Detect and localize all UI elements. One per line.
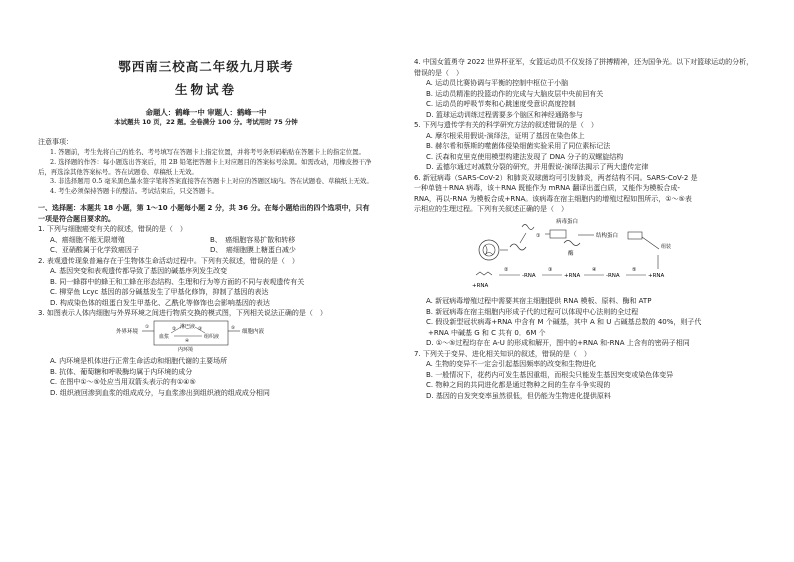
question-stem-line: RNA，再以-RNA 为模板合成+RNA。该病毒在宿主细胞内的增殖过程如图所示，①～⑤表 <box>414 194 692 203</box>
option: D. 篮球运动训练过程需要多个脑区和神经通路参与 <box>426 110 583 119</box>
exam-title: 鄂西南三校高二年级九月联考 <box>118 59 294 74</box>
mark: ② <box>504 266 509 273</box>
note-item: 4. 考生必须保持答题卡的整洁。考试结束后，只交答题卡。 <box>50 187 218 196</box>
option: D. 组织液回渗到血浆的组成成分，与血浆渗出到组织液的组成成分相同 <box>50 388 270 397</box>
option-continued: +RNA 中碱基 G 和 C 共有 0．6M 个 <box>428 328 546 337</box>
question-stem: 3. 如图表示人体内细胞与外界环境之间进行物质交换的模式图，下列相关说法正确的是（ ） <box>38 309 327 318</box>
option: A、癌细胞不能无限增殖 <box>50 235 125 244</box>
label-internal: 内环境 <box>178 346 194 353</box>
mark: ① <box>145 324 150 330</box>
option: C. 物种之间的共同进化都是通过物种之间的生存斗争实现的 <box>426 381 611 390</box>
label-enzyme: 酶 <box>568 250 574 257</box>
option: B. 同一蜂群中的蜂王和工蜂在形态结构、生理和行为等方面的不同与表观遗传有关 <box>50 277 305 286</box>
question-stem: 2. 表观遗传现象普遍存在于生物体生命活动过程中。下列有关叙述，错误的是（ ） <box>38 256 299 265</box>
mark: ⑤ <box>632 266 637 273</box>
option: A. 内环境是机体进行正常生命活动和细胞代谢的主要场所 <box>50 357 228 366</box>
mark: ① <box>536 232 541 239</box>
question-stem-line: 6. 新冠病毒（SARS-CoV-2）和肺炎双球菌均可引发肺炎，两者结构不同。SARS-CoV-2 是 <box>414 173 698 182</box>
option: D. 构成染色体的组蛋白发生甲基化、乙酰化等修饰也会影响基因的表达 <box>50 298 270 307</box>
option: B. 抗体、葡萄糖和呼吸酶均属于内环境的成分 <box>50 367 193 376</box>
option-row <box>38 245 374 256</box>
label-plus-rna: +RNA <box>472 282 489 289</box>
mark: ④ <box>592 266 597 273</box>
option: C. 在图中①～⑤处应当用双箭头表示的有①④⑤ <box>50 378 196 387</box>
note-item: 1. 答题前，考生先将自己的姓名、考号填写在答题卡上指定位置，并将考号条形码粘贴在答题卡上的指定位置。 <box>50 147 365 156</box>
question-stem-line: 示相应的生理过程。下列有关叙述正确的是（ ） <box>414 205 568 213</box>
label-assemble: 组装 <box>661 243 672 250</box>
label-protein: 病毒蛋白 <box>556 218 579 225</box>
option: C. 假设新型冠状病毒+RNA 中含有 M 个碱基，其中 A 和 U 占碱基总数的 40%，则子代 <box>426 318 702 327</box>
option: C. 柳穿鱼 Lcyc 基因的部分碱基发生了甲基化修饰，抑制了基因的表达 <box>50 288 269 297</box>
label-minus-rna-2: -RNA <box>606 272 620 279</box>
notes-title: 注意事项： <box>38 138 73 147</box>
note-item: 3. 非选择题用 0.5 毫米黑色墨水签字笔将答案直接答在答题卡上对应的答题区域内。答在试题卷、草稿纸上无效。 <box>50 177 373 186</box>
mark: ③ <box>548 266 553 273</box>
mark: ④ <box>185 338 190 344</box>
option: D. 孟德尔通过对减数分裂的研究，并用假说-演绎法揭示了两大遗传定律 <box>426 163 649 171</box>
internal-environment-diagram <box>38 319 374 353</box>
label-lymph: 淋巴液 <box>180 323 196 330</box>
label-plus-rna-2: +RNA <box>564 272 581 279</box>
question-stem: 7. 下列关于变异、进化相关知识的叙述，错误的是（ ） <box>414 349 591 358</box>
option: B. 赫尔希和蔡斯的噬菌体侵染细菌实验采用了同位素标记法 <box>426 142 611 150</box>
option: A. 生物的变异不一定会引起基因频率的改变和生物进化 <box>426 360 597 369</box>
option: C. 运动员的呼吸节奏和心跳速度受意识高度控制 <box>426 100 576 108</box>
option: D. 基因的自发突变率虽然很低，但仍能为生物进化提供原料 <box>426 391 611 400</box>
note-item: 2. 选择题的作答：每小题选出答案后，用 2B 铅笔把答题卡上对应题目的答案标号涂黑。如需改动，用橡皮擦干净后，再选涂其他答案标号。答在试题卷、草稿纸上无效。 <box>38 157 372 176</box>
question-stem: 5. 下列与遗传学有关的科学研究方法的叙述错误的是（ ） <box>414 121 598 129</box>
option: A. 摩尔根采用假说-演绎法，证明了基因在染色体上 <box>426 131 585 140</box>
option: B. 一般情况下，花药内可发生基因重组，而根尖只能发生基因突变或染色体变异 <box>426 370 674 379</box>
label-cell-env: 细胞内液 <box>242 328 265 335</box>
virus-replication-diagram <box>414 215 759 293</box>
question-stem: 1. 下列与细胞癌变有关的叙述，错误的是（ ） <box>38 225 187 234</box>
section-title: 一、选择题：本题共 18 小题，第 1～10 小题每小题 2 分，共 36 分。在每小题给出的四个选项中，只有一项是符合题目要求的。 <box>38 204 370 223</box>
label-minus-rna: -RNA <box>522 272 536 279</box>
option: D、 癌细胞膜上糖蛋白减少 <box>210 246 296 255</box>
option: A. 运动员比赛协调与平衡的控制中枢位于小脑 <box>426 79 569 87</box>
option: B. 新冠病毒在宿主细胞内形成子代的过程可以体现中心法则的全过程 <box>426 307 639 316</box>
mark: ② <box>172 326 177 332</box>
left-column <box>38 0 374 398</box>
mark: ③ <box>198 326 203 332</box>
label-tissue: 组织液 <box>204 333 220 340</box>
question-stem: 4. 中国女篮勇夺 2022 世界杯亚军，女篮运动员不仅发扬了拼搏精神，还为国争光。以下对篮球运动的分析，错误的是（ ） <box>414 58 754 77</box>
option: A. 基因突变和表观遗传都导致了基因的碱基序列发生改变 <box>50 267 228 276</box>
option: C、亚硝酸属于化学致癌因子 <box>50 246 139 255</box>
option-row <box>38 235 374 246</box>
label-struct: 结构蛋白 <box>596 232 619 239</box>
label-plus-rna-3: +RNA <box>648 272 665 279</box>
exam-subtitle: 生物试卷 <box>174 81 237 97</box>
exam-info: 本试题共 10 页，22 题。全卷满分 100 分。考试用时 75 分钟 <box>114 117 298 126</box>
option: C. 沃森和克里克使用模型构建法发现了 DNA 分子的双螺旋结构 <box>426 152 624 161</box>
option: D. ①～⑤过程均存在 A-U 的形成和解开，图中的+RNA 和-RNA 上含有的密码子相同 <box>426 339 690 348</box>
right-column <box>414 0 759 401</box>
mark: ⑤ <box>231 325 236 331</box>
exam-authors: 命题人：鹤峰一中 审题人：鹤峰一中 <box>145 107 267 117</box>
label-blood: 血浆 <box>159 333 170 340</box>
option: B、 癌细胞容易扩散和转移 <box>210 235 296 244</box>
label-outer-env: 外界环境 <box>116 328 139 335</box>
option: A. 新冠病毒增殖过程中需要其宿主细胞提供 RNA 模板、原料、酶和 ATP <box>426 297 652 306</box>
option: B. 运动员精准的投篮动作的完成与大脑皮层中央前回有关 <box>426 89 604 98</box>
question-stem-line: 一种单链＋RNA 病毒，该＋RNA 既能作为 mRNA 翻译出蛋白质，又能作为模板合成- <box>414 184 680 192</box>
